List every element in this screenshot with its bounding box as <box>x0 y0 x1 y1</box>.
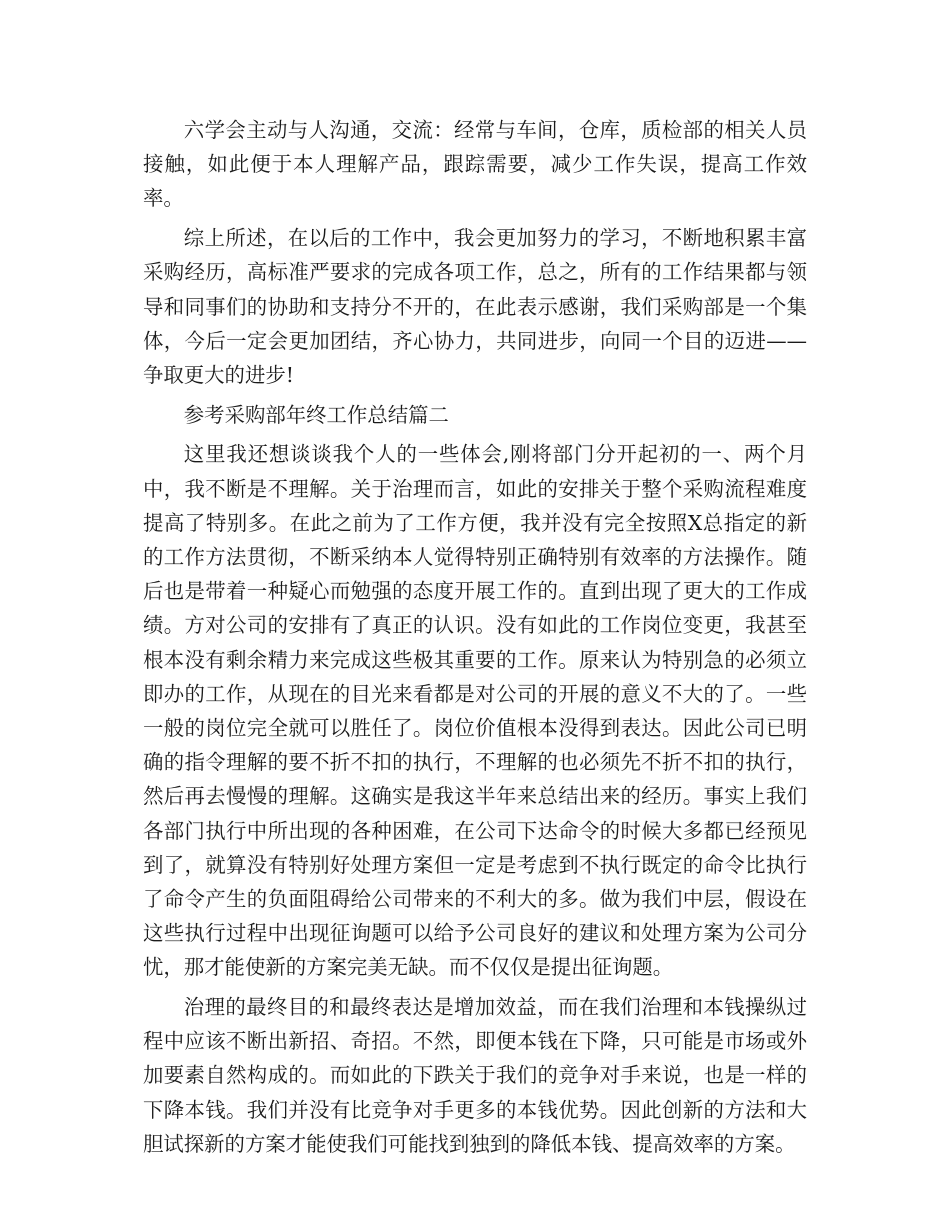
section-heading: 参考采购部年终工作总结篇二 <box>183 402 449 427</box>
paragraph-summary: 综上所述，在以后的工作中，我会更加努力的学习，不断地积累丰富采购经历，高标准严要求的完成各项工作，总之，所有的工作结果都与领导和同事们的协助和支持分不开的，在此表示感谢，我们采购部是一个集体，今后一定会更加团结，齐心协力，共同进步，向同一个目的迈进——争取更大的进步! <box>143 226 807 387</box>
paragraph-experience: 这里我还想谈谈我个人的一些体会,刚将部门分开起初的一、两个月中，我不断是不理解。关于治理而言，如此的安排关于整个采购流程难度提高了特别多。在此之前为了工作方便，我并没有完全按照X总指定的新的工作方法贯彻，不断采纳本人觉得特别正确特别有效率的方法操作。随后也是带着一种疑心而勉强的态度开展工作的。直到出现了更大的工作成绩。方对公司的安排有了真正的认识。没有如此的工作岗位变更，我甚至根本没有剩余精力来完成这些极其重要的工作。原来认为特别急的必须立即办的工作，从现在的目光来看都是对公司的开展的意义不大的了。一些一般的岗位完全就可以胜任了。岗位价值根本没得到表达。因此公司已明确的指令理解的要不折不扣的执行，不理解的也必须先不折不扣的执行，然后再去慢慢的理解。这确实是我这半年来总结出来的经历。事实上我们各部门执行中所出现的各种困难，在公司下达命令的时候大多都已经预见到了，就算没有特别好处理方案但一定是考虑到不执行既定的命令比执行了命令产生的负面阻碍给公司带来的不利大的多。做为我们中层，假设在这些执行过程中出现征询题可以给予公司良好的建议和处理方案为公司分忧，那才能使新的方案完美无缺。而不仅仅是提出征询题。 <box>143 442 807 980</box>
document-body <box>143 113 807 1167</box>
paragraph-management: 治理的最终目的和最终表达是增加效益，而在我们治理和本钱操纵过程中应该不断出新招、奇招。不然，即便本钱在下降，只可能是市场或外加要素自然构成的。而如此的下跌关于我们的竞争对手来说，也是一样的下降本钱。我们并没有比竞争对手更多的本钱优势。因此创新的方法和大胆试探新的方案才能使我们可能找到独到的降低本钱、提高效率的方案。 <box>143 995 807 1156</box>
paragraph-communication: 六学会主动与人沟通，交流：经常与车间，仓库，质检部的相关人员接触，如此便于本人理解产品，跟踪需要，减少工作失误，提高工作效率。 <box>143 118 807 211</box>
